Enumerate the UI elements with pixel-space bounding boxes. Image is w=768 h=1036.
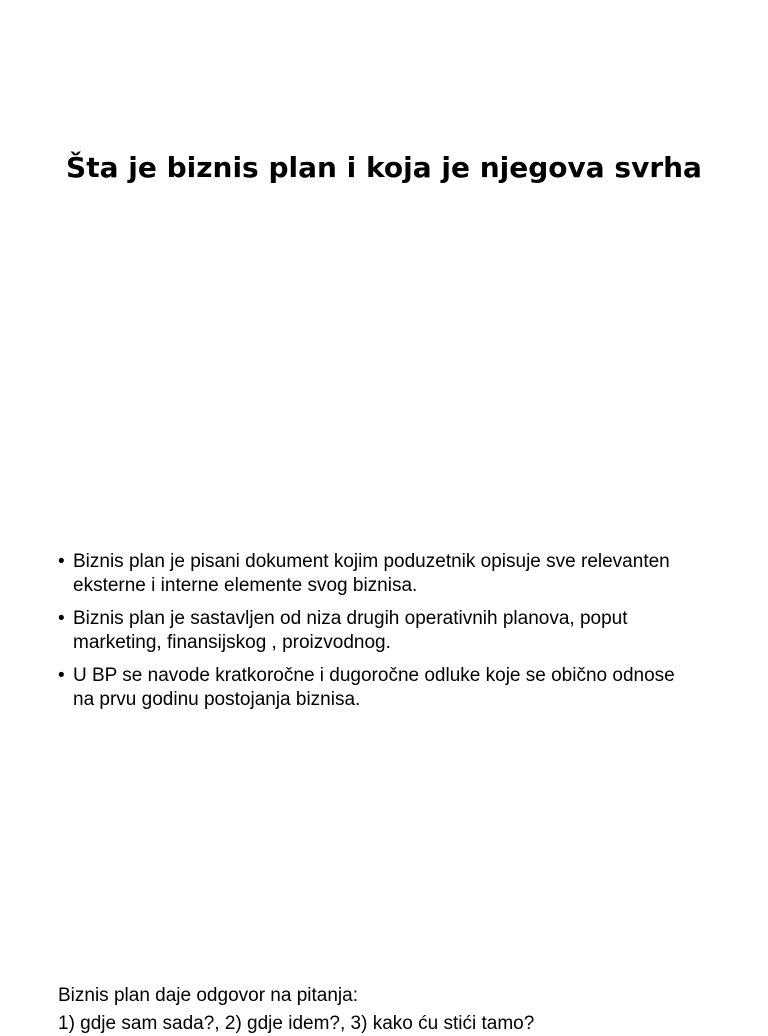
bullet-text: Biznis plan je pisani dokument kojim poduzetnik opisuje sve relevanten eksterne i interne elemente svog biznisa. (73, 551, 670, 596)
bullet-icon: • (58, 551, 65, 572)
bullet-icon: • (58, 665, 65, 686)
questions-intro: Biznis plan daje odgovor na pitanja: (58, 985, 358, 1006)
bullet-text: U BP se navode kratkoročne i dugoročne odluke koje se obično odnose na prvu godinu postojanja biznisa. (73, 665, 675, 710)
slide-title: Šta je biznis plan i koja je njegova svrha (66, 151, 702, 184)
bullet-item (58, 607, 698, 655)
bullet-item (58, 664, 698, 712)
questions-list: 1) gdje sam sada?, 2) gdje idem?, 3) kako ću stići tamo? (58, 1013, 535, 1034)
bullet-item (58, 550, 698, 598)
bullet-icon: • (58, 608, 65, 629)
bullet-list (58, 550, 698, 721)
bullet-text: Biznis plan je sastavljen od niza drugih operativnih planova, poput marketing, finansijskog , proizvodnog. (73, 608, 628, 653)
